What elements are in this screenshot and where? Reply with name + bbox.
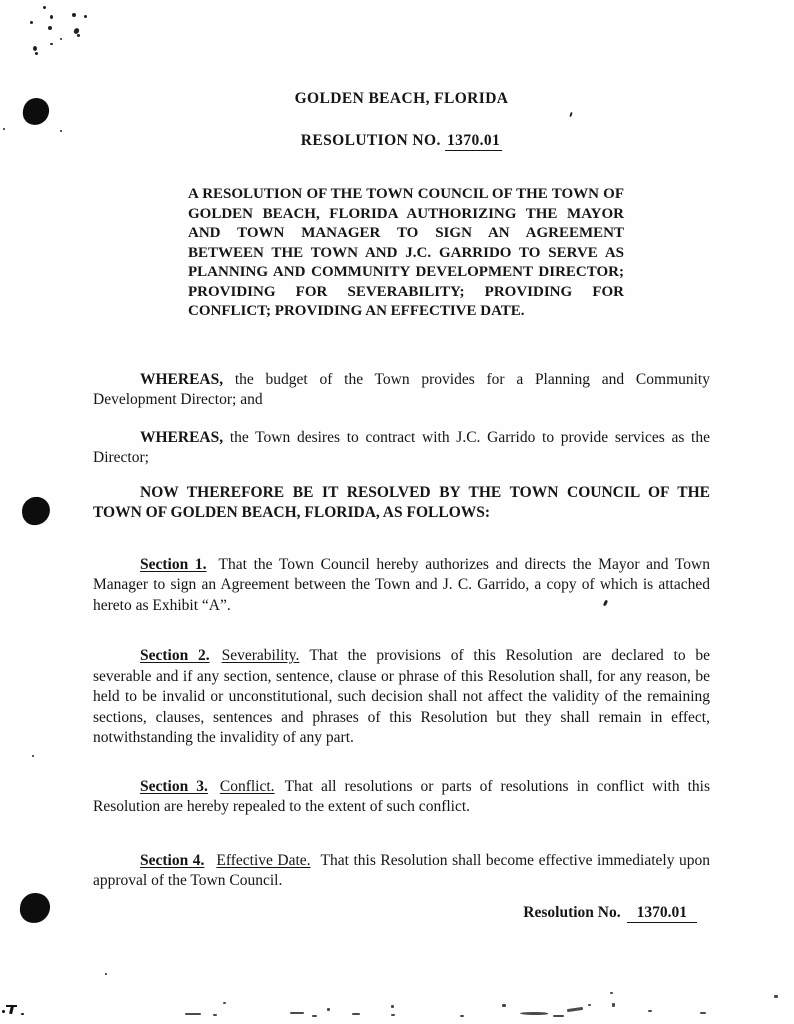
bottom-left-smudge [21, 1013, 24, 1015]
scan-speckle [50, 43, 53, 45]
section-4-text: That this Resolution shall become effective immediately upon approval of the Town Council. [93, 851, 711, 889]
section-2-sublabel: Severability. [221, 647, 300, 664]
section-1-label: Section 1. [140, 555, 207, 573]
scan-edge-dash [612, 1003, 615, 1007]
section-1-paragraph [93, 555, 710, 617]
scan-edge-dash [352, 1013, 360, 1015]
scan-speckle [84, 15, 87, 18]
section-1-text: That the Town Council hereby authorizes and directs the Mayor and Town Manager to sign an Agreement between the Town and J. C. Garrido, a copy of which is attached hereto as Exhibit “A”. [93, 555, 710, 614]
scan-edge-dash [312, 1015, 317, 1017]
scan-edge-dash [588, 1004, 591, 1006]
section-3-paragraph [93, 777, 710, 818]
scan-edge-dash [290, 1012, 304, 1014]
section-4-label: Section 4. [140, 851, 205, 869]
scan-speckle [105, 973, 107, 975]
bottom-left-smudge [2, 1010, 5, 1013]
document-title: GOLDEN BEACH, FLORIDA [294, 90, 509, 107]
section-2-label: Section 2. [140, 647, 210, 664]
scan-speckle [60, 38, 62, 40]
scan-edge-dash [327, 1008, 330, 1011]
resolution-preamble: A RESOLUTION OF THE TOWN COUNCIL OF THE TOWN OF GOLDEN BEACH, FLORIDA AUTHORIZING THE MAYOR AND TOWN MANAGER TO SIGN AN AGREEMENT BETWEEN THE TOWN AND J.C. GARRIDO TO SERVE AS PLANNING AND COMMUNITY DEVELOPMENT DIRECTOR; PROVIDING FOR SEVERABILITY; PROVIDING FOR CONFLICT; PROVIDING AN EFFECTIVE DATE. [188, 186, 624, 319]
whereas-text: the Town desires to contract with J.C. Garrido to provide services as the Director; [93, 428, 710, 466]
scan-edge-dash [460, 1015, 464, 1017]
resolution-number-prefix: RESOLUTION NO. [300, 132, 441, 149]
scan-speckle [32, 755, 34, 757]
scan-speckle [30, 21, 33, 24]
whereas-clause-1 [93, 370, 710, 411]
scan-speckle [50, 15, 53, 19]
scan-edge-dash [648, 1010, 652, 1012]
scan-edge-dash [391, 1005, 394, 1008]
scan-edge-dash [223, 1002, 226, 1004]
scan-speckle [33, 46, 37, 51]
resolution-number-heading [93, 132, 710, 150]
scan-edge-dash [185, 1013, 201, 1015]
scan-edge-dash [520, 1012, 548, 1015]
section-3-sublabel: Conflict. [219, 777, 275, 795]
scan-edge-dash [567, 1007, 583, 1012]
scan-speckle [72, 13, 76, 17]
footer-resolution-number [93, 904, 710, 922]
section-2-text: That the provisions of this Resolution are declared to be severable and if any section, sentence, clause or phrase of this Resolution shall, for any reason, be held to be invalid or unconstitutional, such decision shall not affect the validity of the remaining sections, clauses, sentences and phrases of this Resolution but they shall remain in effect, notwithstanding the invalidity of any part. [93, 647, 711, 746]
scan-edge-dash [774, 995, 778, 998]
scan-speckle [3, 128, 5, 130]
footer-label: Resolution No. [523, 903, 621, 921]
scan-edge-dash [553, 1015, 564, 1017]
footer-number-value: 1370.01 [627, 904, 697, 923]
whereas-lead: WHEREAS, [140, 370, 224, 388]
section-3-text: That all resolutions or parts of resolutions in conflict with this Resolution are hereby repealed to the extent of such conflict. [93, 777, 711, 815]
whereas-text: the budget of the Town provides for a Planning and Community Development Director; and [93, 370, 710, 408]
scan-edge-dash [610, 992, 613, 994]
resolved-clause: NOW THEREFORE BE IT RESOLVED BY THE TOWN COUNCIL OF THE TOWN OF GOLDEN BEACH, FLORIDA, AS FOLLOWS: [93, 483, 710, 521]
whereas-lead: WHEREAS, [140, 428, 224, 446]
scan-speckle [77, 34, 80, 37]
scan-edge-dash [700, 1012, 706, 1014]
scan-edge-dash [213, 1014, 217, 1016]
scan-edge-dash [502, 1004, 506, 1007]
scan-speckle [43, 6, 46, 9]
hole-punch-mark [19, 892, 51, 924]
resolution-number-value: 1370.01 [447, 132, 501, 149]
scan-speckle [35, 52, 38, 55]
section-4-paragraph [93, 851, 710, 892]
scan-speckle [48, 26, 52, 30]
section-4-sublabel: Effective Date. [216, 851, 311, 869]
whereas-clause-2 [93, 428, 710, 469]
bottom-left-smudge [9, 1006, 14, 1014]
scan-edge-dash [391, 1014, 395, 1016]
section-3-label: Section 3. [140, 777, 208, 795]
hole-punch-mark [21, 96, 51, 126]
scan-speckle [60, 130, 62, 132]
section-2-paragraph [93, 646, 710, 749]
hole-punch-mark [21, 496, 52, 527]
document-body [93, 0, 710, 937]
